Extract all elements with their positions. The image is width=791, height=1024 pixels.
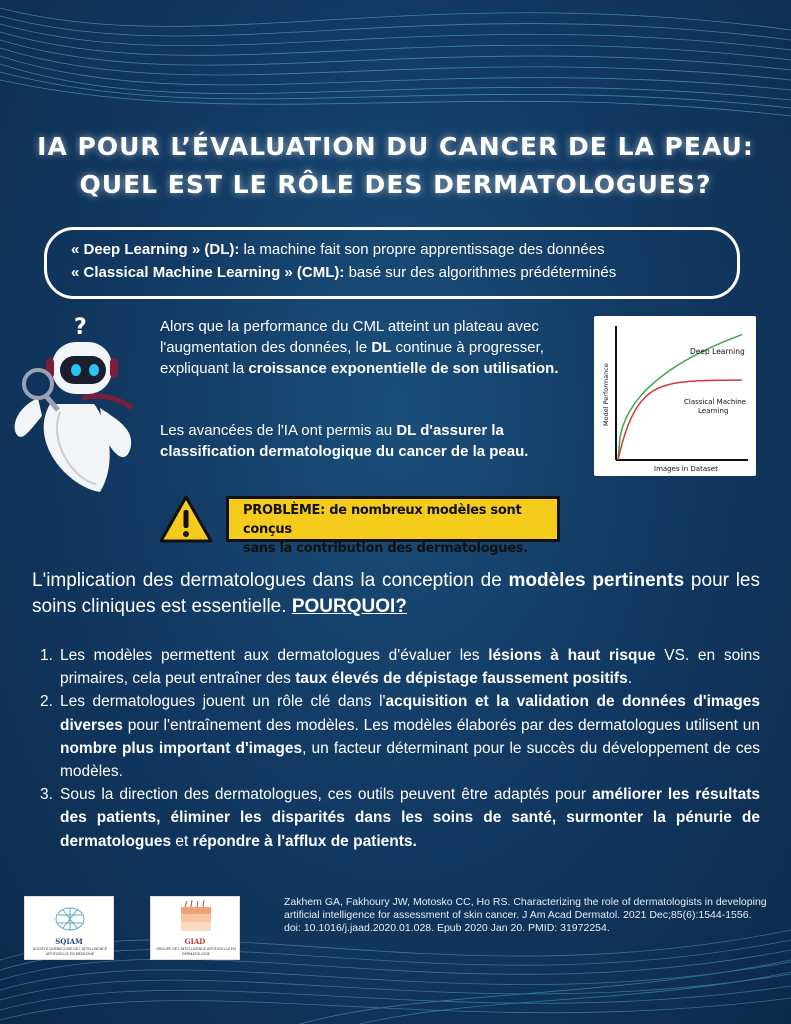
list-plain-text: pour l'entraînement des modèles. Les modèles élaborés par des dermatologues utilisent un	[122, 716, 760, 734]
list-number: 3.	[40, 786, 53, 804]
list-item	[40, 690, 760, 783]
list-bold-text: lésions à haut risque	[488, 647, 656, 664]
sqiam-name: SQIAM	[55, 937, 83, 946]
warning-icon	[158, 494, 214, 544]
list-plain-text: et	[171, 832, 193, 850]
x-axis-label: Images in Dataset	[654, 465, 718, 473]
para1-text-2: continue à progresser, expliquant la	[160, 339, 544, 377]
problem-line-1: PROBLÈME: de nombreux modèles sont conçus	[243, 503, 522, 537]
sqiam-subtitle: SOCIÉTÉ QUÉBÉCOISE DE L'INTELLIGENCE ARTIFICIELLE EN MÉDECINE	[32, 947, 108, 956]
definition-dl	[71, 238, 737, 261]
list-item	[40, 644, 760, 690]
robot-icon	[8, 312, 140, 502]
intro-bold: modèles pertinents	[508, 570, 685, 591]
list-plain-text: .	[627, 670, 633, 688]
list-bold-text: taux élevés de dépistage faussement positifs	[295, 670, 628, 688]
cml-term: « Classical Machine Learning » (CML):	[71, 264, 345, 281]
problem-banner	[226, 496, 560, 556]
intro-statement	[32, 568, 760, 620]
brain-icon	[25, 897, 115, 937]
paragraph-ai-advances	[160, 420, 570, 462]
legend-cml-line2: Learning	[698, 407, 729, 415]
paragraph-dl-growth	[160, 316, 570, 379]
pourquoi-link[interactable]: POURQUOI?	[291, 596, 407, 617]
list-text	[60, 690, 760, 783]
list-text	[60, 783, 760, 853]
para1-text-1: Alors que la performance du CML atteint un plateau avec l'augmentation des données, le	[160, 318, 539, 356]
title-line-2: QUEL EST LE RÔLE DES DERMATOLOGUES?	[79, 170, 712, 199]
citation-reference: Zakhem GA, Fakhoury JW, Motosko CC, Ho RS. Characterizing the role of dermatologists in developing artificial intelligence for assessment of skin cancer. J Am Acad Dermatol. 2021 Dec;85(6):1544-1556. doi: 10.1016/j.jaad.2020.01.028. Epub 2020 Jan 20. PMID: 31972254.	[284, 896, 767, 934]
list-bold-text: nombre plus important d'images	[60, 739, 303, 757]
intro-text-1: L'implication des dermatologues dans la conception de	[32, 570, 509, 591]
performance-chart	[594, 316, 756, 476]
y-axis-label: Model Performance	[602, 363, 610, 426]
page-title	[20, 128, 771, 204]
legend-cml-line1: Classical Machine	[684, 398, 746, 406]
para2-text-1: Les avancées de l'IA ont permis au	[160, 422, 397, 439]
list-text	[60, 644, 760, 690]
skin-layers-icon	[151, 897, 241, 937]
list-number: 1.	[40, 647, 53, 664]
intro-text-2: pour les soins cliniques est essentielle.	[32, 570, 760, 617]
giad-name: GIAD	[184, 937, 206, 946]
title-line-1: IA POUR L’ÉVALUATION DU CANCER DE LA PEAU:	[37, 132, 754, 161]
para2-bold-1: DL d'assurer la classification dermatologique du cancer de la peau.	[160, 422, 529, 460]
list-number: 2.	[40, 693, 53, 711]
list-bold-text: améliorer les résultats des patients, éliminer les disparités dans les soins de santé, surmonter la pénurie de dermatologues	[60, 786, 760, 850]
definitions-box	[44, 227, 740, 299]
dl-text: la machine fait son propre apprentissage des données	[239, 241, 605, 258]
dl-term: « Deep Learning » (DL):	[71, 241, 240, 258]
performance-chart-svg	[594, 316, 756, 476]
reasons-list	[40, 644, 760, 853]
list-item	[40, 783, 760, 853]
question-mark: ?	[74, 315, 87, 340]
list-bold-text: répondre à l'afflux de patients.	[192, 832, 417, 850]
giad-subtitle: GROUPE DE L'INTELLIGENCE ARTIFICIELLE EN DERMATOLOGIE	[156, 947, 236, 956]
list-plain-text: , un facteur déterminant pour le succès du développement de ces modèles.	[60, 739, 760, 781]
list-plain-text: Les dermatologues jouent un rôle clé dans l'	[60, 693, 386, 711]
cml-text: basé sur des algorithmes prédéterminés	[344, 264, 617, 281]
problem-line-2: sans la contribution des dermatologues.	[243, 541, 528, 556]
list-plain-text: Sous la direction des dermatologues, ces outils peuvent être adaptés pour	[60, 786, 593, 804]
list-plain-text: Les modèles permettent aux dermatologues d'évaluer les	[60, 647, 489, 664]
sqiam-logo	[24, 896, 114, 960]
list-bold-text: acquisition et la validation de données d'images diverses	[60, 693, 760, 734]
series-cml-line	[618, 380, 742, 460]
legend-deep-learning: Deep Learning	[690, 347, 745, 356]
para1-bold-1: DL	[371, 339, 392, 356]
list-plain-text: VS. en soins primaires, cela peut entraîner des	[60, 647, 761, 688]
giad-logo	[150, 896, 240, 960]
para1-bold-2: croissance exponentielle de son utilisation.	[248, 360, 559, 377]
definition-cml	[71, 261, 737, 284]
